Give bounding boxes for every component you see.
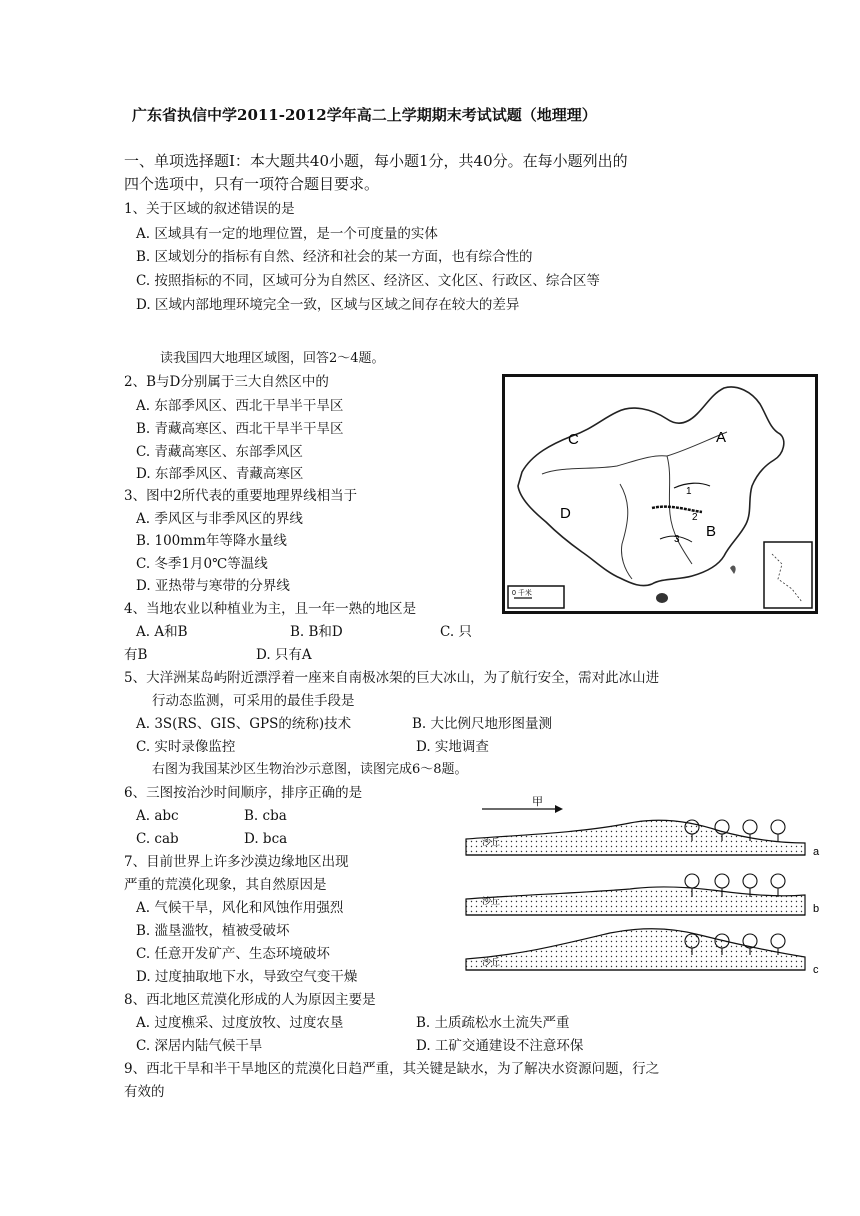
q6-option-d: D. bca: [244, 831, 288, 847]
intro-2-4: 读我国四大地理区域图，回答2～4题。: [160, 351, 385, 366]
map-label-d: D: [560, 505, 571, 522]
question-6-stem: 6、三图按治沙时间顺序，排序正确的是: [124, 785, 363, 801]
map-scale-label: 0 千米: [512, 590, 532, 597]
q2-option-d: D. 东部季风区、青藏高寒区: [136, 466, 304, 482]
q1-option-b: B. 区域划分的指标有自然、经济和社会的某一方面，也有综合性的: [136, 249, 533, 265]
page-title: 广东省执信中学2011-2012学年高二上学期期末考试试题（地理理）: [132, 106, 597, 124]
q4-option-c-cont: 有B: [124, 647, 148, 663]
sand-control-diagram: [460, 795, 830, 980]
q5-option-c: C. 实时录像监控: [136, 739, 236, 755]
q7-option-a: A. 气候干旱，风化和风蚀作用强烈: [136, 900, 344, 916]
question-8-stem: 8、西北地区荒漠化形成的人为原因主要是: [124, 992, 376, 1008]
q3-option-b: B. 100mm年等降水量线: [136, 533, 287, 549]
panel-label-b: b: [813, 903, 820, 915]
q1-option-c: C. 按照指标的不同，区域可分为自然区、经济区、文化区、行政区、综合区等: [136, 273, 600, 289]
map-label-c: C: [568, 431, 579, 448]
q4-option-c: C. 只: [440, 624, 472, 640]
question-5-stem: 5、大洋洲某岛屿附近漂浮着一座来自南极冰架的巨大冰山，为了航行安全，需对此冰山进: [124, 670, 660, 686]
q3-option-a: A. 季风区与非季风区的界线: [136, 511, 303, 527]
map-label-a: A: [716, 429, 727, 446]
q3-option-c: C. 冬季1月0℃等温线: [136, 556, 268, 572]
q5-option-b: B. 大比例尺地形图量测: [412, 716, 553, 732]
q4-option-d: D. 只有A: [256, 647, 312, 663]
question-5-stem-cont: 行动态监测，可采用的最佳手段是: [152, 693, 355, 709]
question-4-stem: 4、当地农业以种植业为主，且一年一熟的地区是: [124, 601, 417, 617]
q8-option-a: A. 过度樵采、过度放牧、过度农垦: [136, 1015, 344, 1031]
q4-option-a: A. A和B: [136, 624, 188, 640]
map-number-1: 1: [686, 486, 692, 497]
question-7-stem-cont: 严重的荒漠化现象，其自然原因是: [124, 877, 327, 893]
map-label-b: B: [706, 523, 717, 540]
question-1-stem: 1、关于区域的叙述错误的是: [124, 201, 295, 217]
question-9-stem: 9、西北干旱和半干旱地区的荒漠化日趋严重，其关键是缺水，为了解决水资源问题，行之: [124, 1061, 660, 1077]
q7-option-c: C. 任意开发矿产、生态环境破坏: [136, 946, 330, 962]
q8-option-b: B. 土质疏松水土流失严重: [416, 1015, 570, 1031]
china-region-map: [502, 374, 818, 614]
panel-label-a: a: [813, 846, 820, 858]
q2-option-a: A. 东部季风区、西北干旱半干旱区: [136, 398, 344, 414]
intro-6-8: 右图为我国某沙区生物治沙示意图，读图完成6～8题。: [152, 762, 468, 777]
q2-option-b: B. 青藏高寒区、西北干旱半干旱区: [136, 421, 344, 437]
q6-option-a: A. abc: [136, 808, 179, 824]
q8-option-c: C. 深居内陆气候干旱: [136, 1038, 263, 1054]
q3-option-d: D. 亚热带与寒带的分界线: [136, 578, 290, 594]
q1-option-d: D. 区域内部地理环境完全一致，区域与区域之间存在较大的差异: [136, 297, 520, 313]
section-heading: 一、单项选择题Ⅰ：本大题共40小题，每小题1分，共40分。在每小题列出的: [124, 152, 628, 170]
question-7-stem: 7、目前世界上许多沙漠边缘地区出现: [124, 854, 349, 870]
q4-option-b: B. B和D: [290, 624, 343, 640]
wind-label: 甲: [532, 796, 543, 808]
q6-option-b: B. cba: [244, 808, 287, 824]
q5-option-a: A. 3S(RS、GIS、GPS的统称)技术: [136, 716, 352, 732]
q6-option-c: C. cab: [136, 831, 179, 847]
map-number-2: 2: [692, 512, 698, 523]
question-3-stem: 3、图中2所代表的重要地理界线相当于: [124, 488, 358, 504]
map-number-3: 3: [674, 534, 680, 545]
q7-option-b: B. 滥垦滥牧，植被受破坏: [136, 923, 290, 939]
sand-word-a: 沙丘: [482, 837, 501, 847]
sand-word-c: 沙丘: [482, 957, 501, 967]
q2-option-c: C. 青藏高寒区、东部季风区: [136, 444, 303, 460]
question-2-stem: 2、B与D分别属于三大自然区中的: [124, 374, 329, 390]
question-9-stem-cont: 有效的: [124, 1084, 165, 1100]
q1-option-a: A. 区域具有一定的地理位置，是一个可度量的实体: [136, 226, 438, 242]
q5-option-d: D. 实地调查: [416, 739, 489, 755]
panel-label-c: c: [813, 964, 819, 976]
q7-option-d: D. 过度抽取地下水，导致空气变干燥: [136, 969, 358, 985]
q8-option-d: D. 工矿交通建设不注意环保: [416, 1038, 584, 1054]
sand-word-b: 沙丘: [482, 896, 501, 906]
section-heading-cont: 四个选项中，只有一项符合题目要求。: [124, 175, 380, 193]
